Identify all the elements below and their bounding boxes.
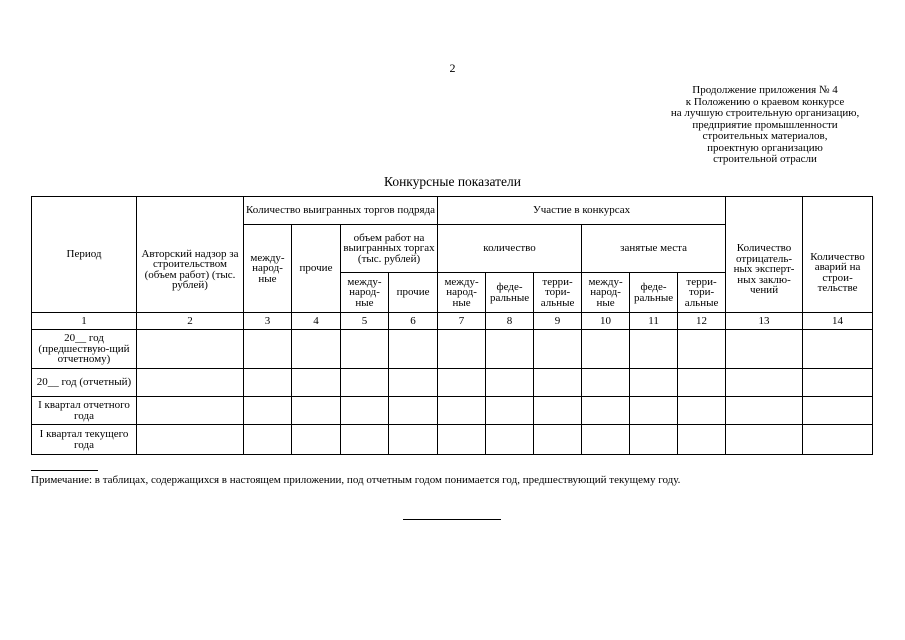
table-cell[interactable] xyxy=(486,369,534,397)
table-cell[interactable] xyxy=(137,425,244,455)
column-number: 13 xyxy=(726,313,803,330)
table-cell[interactable] xyxy=(630,397,678,425)
row-label: 20__ год (отчетный) xyxy=(32,369,137,397)
table-cell[interactable] xyxy=(534,330,582,369)
table-row xyxy=(32,369,873,397)
appendix-line: на лучшую строительную организацию, xyxy=(670,107,860,119)
appendix-line: предприятие промышленности xyxy=(692,118,838,131)
table-cell[interactable] xyxy=(582,369,630,397)
table-cell[interactable] xyxy=(486,425,534,455)
table-cell[interactable] xyxy=(244,425,292,455)
appendix-header xyxy=(630,85,900,166)
table-cell[interactable] xyxy=(438,369,486,397)
table-cell[interactable] xyxy=(534,369,582,397)
table-cell[interactable] xyxy=(244,330,292,369)
table-cell[interactable] xyxy=(486,397,534,425)
table-cell[interactable] xyxy=(726,369,803,397)
header-won-tenders: Количество выигранных торгов подряда xyxy=(244,197,438,225)
header-q-federal: феде-ральные xyxy=(486,273,534,313)
column-number: 10 xyxy=(582,313,630,330)
table-cell[interactable] xyxy=(438,397,486,425)
table-cell[interactable] xyxy=(678,369,726,397)
header-quantity: количество xyxy=(438,225,582,273)
header-period: Период xyxy=(32,197,137,313)
header-places: занятые места xyxy=(582,225,726,273)
header-accidents: Количество аварий на строи-тельстве xyxy=(803,197,873,313)
table-cell[interactable] xyxy=(341,330,389,369)
header-q-international: между-народ-ные xyxy=(438,273,486,313)
table-cell[interactable] xyxy=(486,330,534,369)
table-cell[interactable] xyxy=(678,330,726,369)
column-number: 2 xyxy=(137,313,244,330)
column-number: 12 xyxy=(678,313,726,330)
table-cell[interactable] xyxy=(582,330,630,369)
table-cell[interactable] xyxy=(389,425,438,455)
table-cell[interactable] xyxy=(630,330,678,369)
table-cell[interactable] xyxy=(726,425,803,455)
table-cell[interactable] xyxy=(244,397,292,425)
table-cell[interactable] xyxy=(582,397,630,425)
appendix-line: к Положению о краевом конкурсе xyxy=(685,95,845,108)
header-q-territorial: терри-тори-альные xyxy=(534,273,582,313)
table-cell[interactable] xyxy=(137,369,244,397)
table-title: Конкурсные показатели xyxy=(384,174,521,189)
table-cell[interactable] xyxy=(678,397,726,425)
table-cell[interactable] xyxy=(292,397,341,425)
header-p-territorial: терри-тори-альные xyxy=(678,273,726,313)
table-cell[interactable] xyxy=(803,330,873,369)
column-number: 14 xyxy=(803,313,873,330)
table-cell[interactable] xyxy=(803,397,873,425)
column-number: 6 xyxy=(389,313,438,330)
table-cell[interactable] xyxy=(389,330,438,369)
table-cell[interactable] xyxy=(137,330,244,369)
table-cell[interactable] xyxy=(341,369,389,397)
table-cell[interactable] xyxy=(438,330,486,369)
header-p-federal: феде-ральные xyxy=(630,273,678,313)
table-cell[interactable] xyxy=(341,397,389,425)
table-cell[interactable] xyxy=(137,397,244,425)
appendix-line: строительной отрасли xyxy=(713,153,817,165)
indicators-table xyxy=(31,196,873,455)
table-cell[interactable] xyxy=(534,397,582,425)
column-number: 4 xyxy=(292,313,341,330)
table-row xyxy=(32,330,873,369)
end-divider xyxy=(403,519,501,520)
table-cell[interactable] xyxy=(534,425,582,455)
table-cell[interactable] xyxy=(292,425,341,455)
column-number: 9 xyxy=(534,313,582,330)
header-international-2: между-народ-ные xyxy=(341,273,389,313)
table-cell[interactable] xyxy=(678,425,726,455)
table-cell[interactable] xyxy=(292,330,341,369)
column-number: 7 xyxy=(438,313,486,330)
appendix-line: проектную организацию xyxy=(707,141,823,154)
table-cell[interactable] xyxy=(630,425,678,455)
table-cell[interactable] xyxy=(389,369,438,397)
table-row xyxy=(32,397,873,425)
column-number: 8 xyxy=(486,313,534,330)
table-cell[interactable] xyxy=(389,397,438,425)
table-cell[interactable] xyxy=(244,369,292,397)
header-other-2: прочие xyxy=(389,273,438,313)
table-cell[interactable] xyxy=(582,425,630,455)
column-numbers-row xyxy=(32,313,873,330)
row-label: I квартал отчетного года xyxy=(32,397,137,425)
header-p-international: между-народ-ные xyxy=(582,273,630,313)
page-number: 2 xyxy=(449,61,456,75)
table-cell[interactable] xyxy=(630,369,678,397)
table-cell[interactable] xyxy=(803,369,873,397)
table-row xyxy=(32,425,873,455)
column-number: 5 xyxy=(341,313,389,330)
row-label: 20__ год (предшествую-щий отчетному) xyxy=(32,330,137,369)
table-cell[interactable] xyxy=(726,330,803,369)
header-negative-expert: Количество отрицатель-ных эксперт-ных заклю-чений xyxy=(726,197,803,313)
column-number: 11 xyxy=(630,313,678,330)
header-other: прочие xyxy=(292,225,341,313)
footnote-divider xyxy=(31,470,98,471)
appendix-line: Продолжение приложения № 4 xyxy=(692,84,838,96)
table-cell[interactable] xyxy=(726,397,803,425)
header-participation: Участие в конкурсах xyxy=(438,197,726,225)
table-cell[interactable] xyxy=(438,425,486,455)
table-cell[interactable] xyxy=(292,369,341,397)
header-work-volume: объем работ на выигранных торгах (тыс. рублей) xyxy=(341,225,438,273)
table-cell[interactable] xyxy=(803,425,873,455)
appendix-line: строительных материалов, xyxy=(702,130,828,142)
header-supervision: Авторский надзор за строительством (объем работ) (тыс. рублей) xyxy=(137,197,244,313)
table-cell[interactable] xyxy=(341,425,389,455)
column-number: 1 xyxy=(32,313,137,330)
column-number: 3 xyxy=(244,313,292,330)
header-international: между-народ-ные xyxy=(244,225,292,313)
table-note: Примечание: в таблицах, содержащихся в настоящем приложении, под отчетным годом понимается год, предшествующий текущему году. xyxy=(31,474,681,486)
row-label: I квартал текущего года xyxy=(32,425,137,455)
